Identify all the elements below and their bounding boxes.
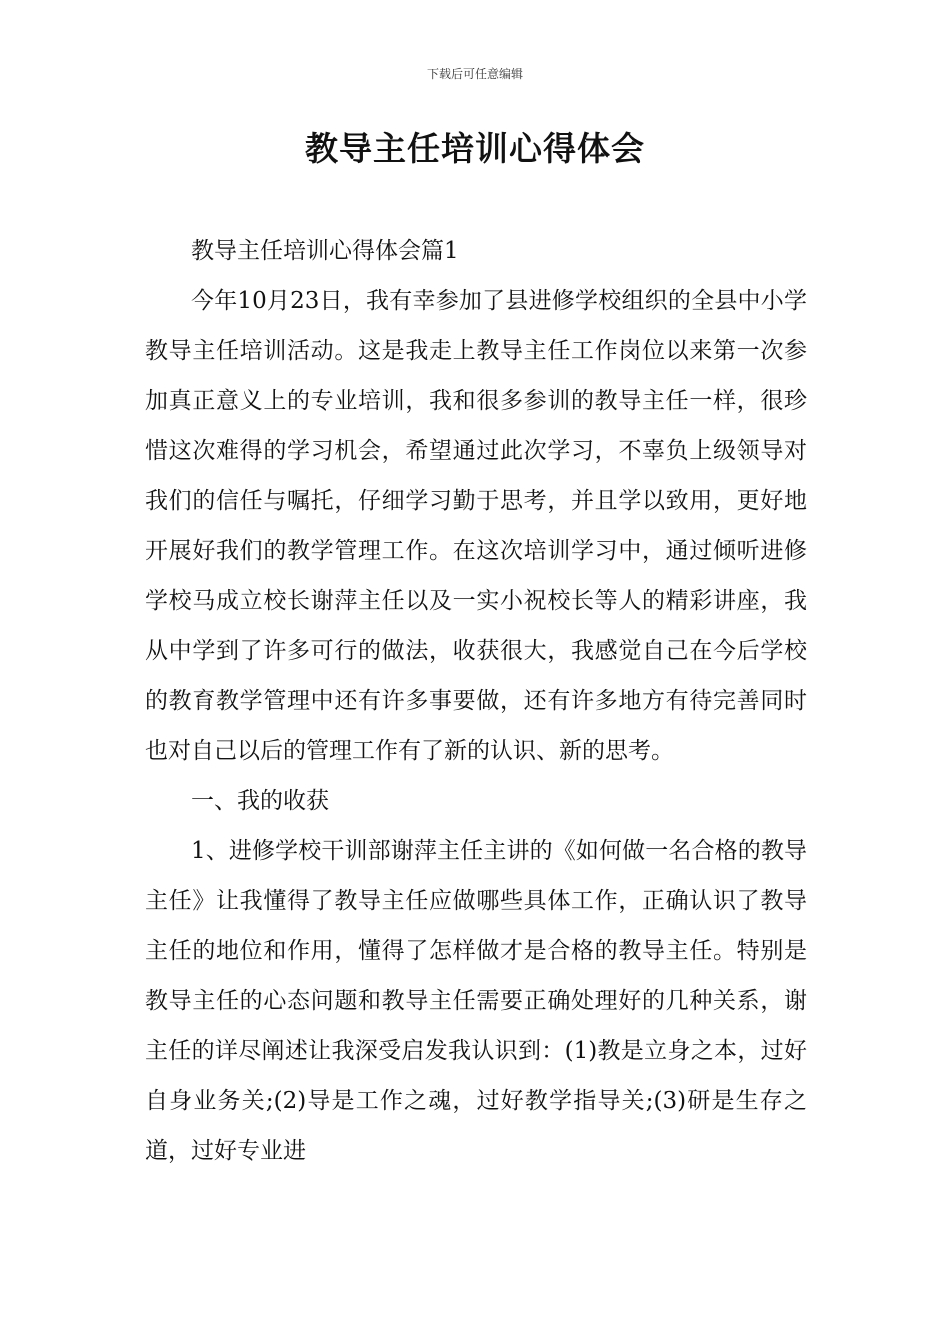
document-title: 教导主任培训心得体会 — [305, 129, 645, 168]
gains-paragraph-1: 1、进修学校干训部谢萍主任主讲的《如何做一名合格的教导主任》让我懂得了教导主任应做哪些具体工作，正确认识了教导主任的地位和作用，懂得了怎样做才是合格的教导主任。特别是教导主任的心态问题和教导主任需要正确处理好的几种关系，谢主任的详尽阐述让我深受启发我认识到：(1)教是立身之本，过好自身业务关;(2)导是工作之魂，过好教学指导关;(3)研是生存之道，过好专业进 — [145, 838, 807, 1164]
section-heading-article-1: 教导主任培训心得体会篇1 — [191, 238, 459, 264]
document-body — [145, 226, 807, 1176]
page-header: 下载后可任意编辑 — [426, 67, 523, 81]
intro-paragraph: 今年10月23日，我有幸参加了县进修学校组织的全县中小学教导主任培训活动。这是我走上教导主任工作岗位以来第一次参加真正意义上的专业培训，我和很多参训的教导主任一样，很珍惜这次难得的学习机会，希望通过此次学习，不辜负上级领导对我们的信任与嘱托，仔细学习勤于思考，并且学以致用，更好地开展好我们的教学管理工作。在这次培训学习中，通过倾听进修学校马成立校长谢萍主任以及一实小祝校长等人的精彩讲座，我从中学到了许多可行的做法，收获很大，我感觉自己在今后学校的教育教学管理中还有许多事要做，还有许多地方有待完善同时也对自己以后的管理工作有了新的认识、新的思考。 — [145, 288, 807, 764]
section-heading-gains: 一、我的收获 — [191, 788, 329, 814]
